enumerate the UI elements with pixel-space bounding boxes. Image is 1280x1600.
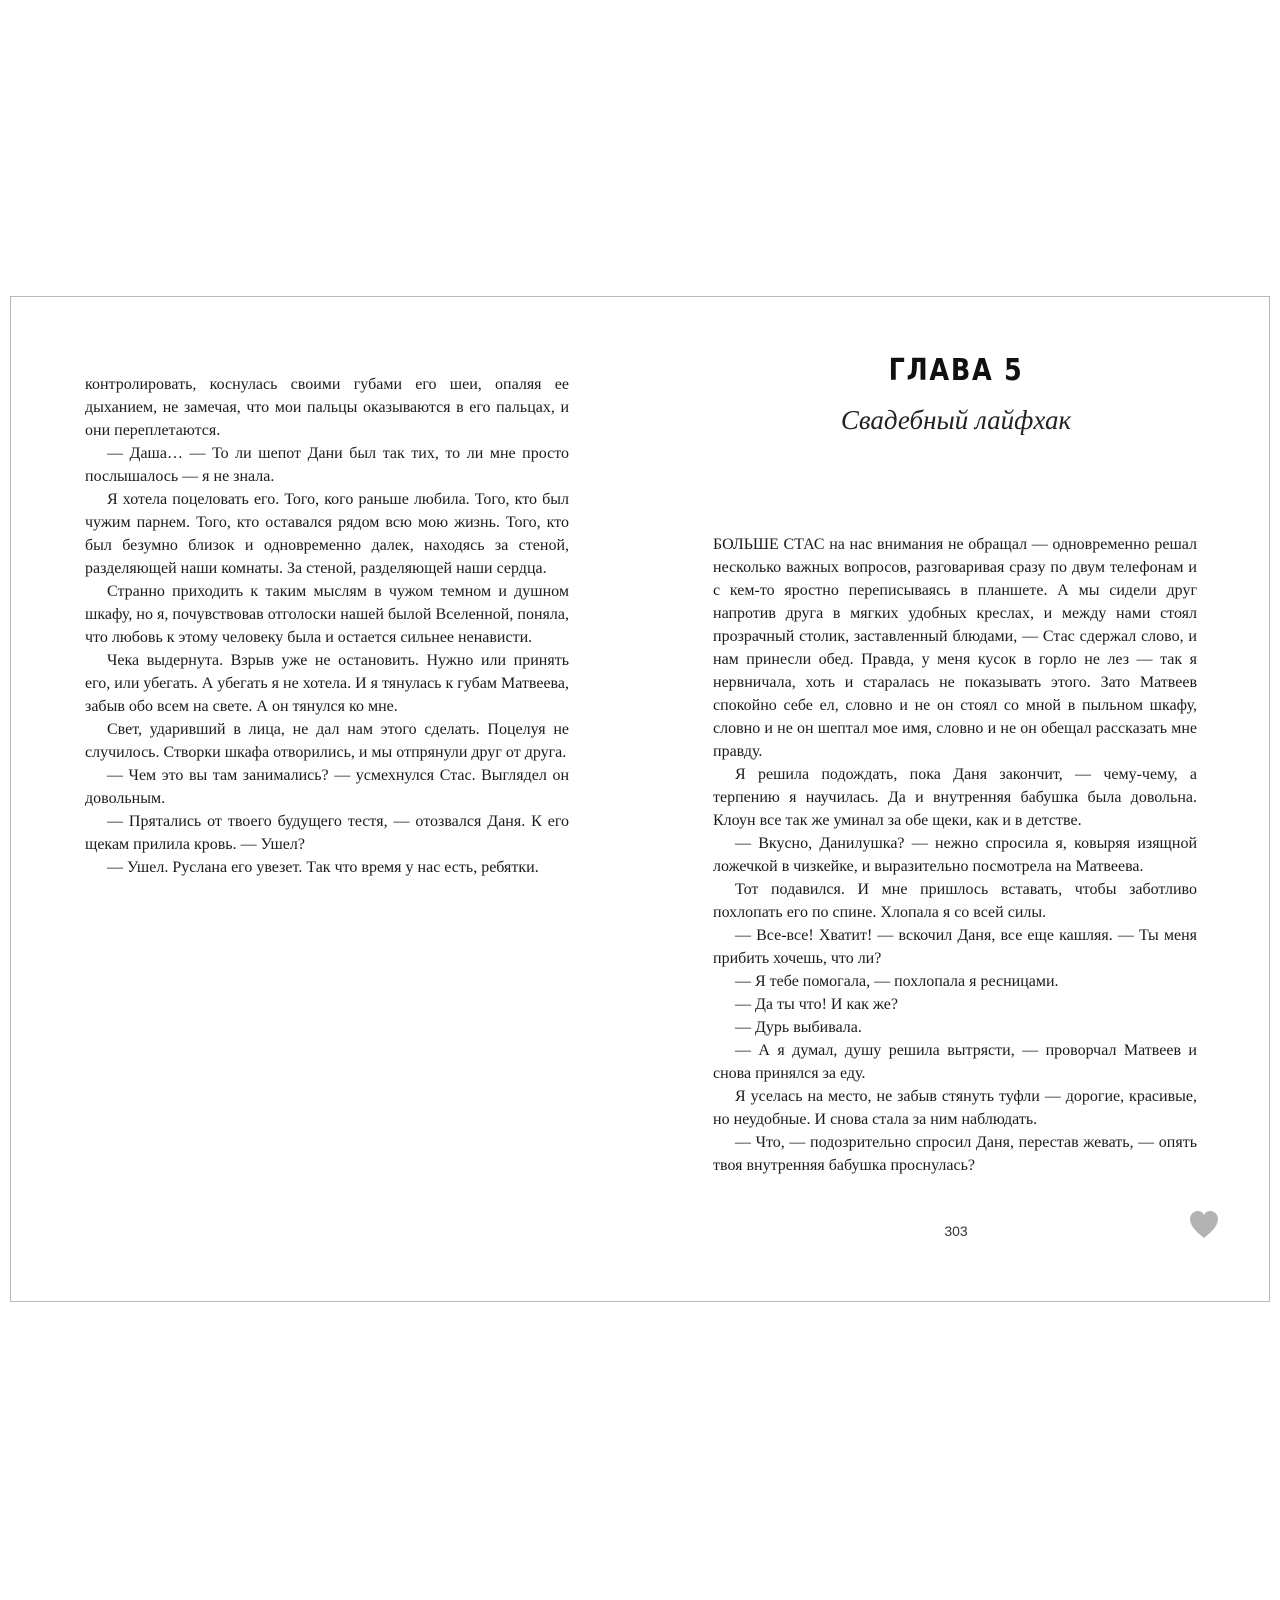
- paragraph: — Чем это вы там занимались? — усмехнулся Стас. Выглядел он довольным.: [85, 767, 569, 807]
- chapter-number: ГЛАВА 5: [888, 353, 1024, 388]
- paragraph: — А я думал, душу решила вытрясти, — проворчал Матвеев и снова принялся за еду.: [713, 1042, 1197, 1082]
- page-number: 303: [944, 1223, 968, 1239]
- paragraph: Свет, ударивший в лица, не дал нам этого сделать. Поцелуя не случилось. Створки шкафа отворились, и мы отпрянули друг от друга.: [85, 721, 569, 761]
- paragraph: — Дурь выбивала.: [735, 1019, 862, 1036]
- right-page-text: [713, 533, 1197, 1177]
- heart-icon: [1188, 1209, 1220, 1239]
- paragraph: Тот подавился. И мне пришлось вставать, чтобы заботливо похлопать его по спине. Хлопала я со всей силы.: [713, 881, 1197, 921]
- chapter-title: Свадебный лайфхак: [840, 405, 1072, 435]
- paragraph: — Даша… — То ли шепот Дани был так тих, то ли мне просто послышалось — я не знала.: [85, 445, 569, 485]
- right-page: [641, 297, 1271, 1301]
- book-spread: [10, 296, 1270, 1302]
- paragraph: Чека выдернута. Взрыв уже не остановить. Нужно или принять его, или убегать. А убегать я не хотела. И я тянулась к губам Матвеева, забыв обо всем на свете. А он тянулся ко мне.: [85, 652, 569, 715]
- left-page: [11, 297, 641, 1301]
- paragraph: — Что, — подозрительно спросил Даня, перестав жевать, — опять твоя внутренняя бабушка проснулась?: [713, 1134, 1197, 1174]
- paragraph: Странно приходить к таким мыслям в чужом темном и душном шкафу, но я, почувствовав отголоски нашей былой Вселенной, поняла, что любовь к этому человеку была и остается сильнее ненависти.: [85, 583, 569, 646]
- paragraph: контролировать, коснулась своими губами его шеи, опаляя ее дыханием, не замечая, что мои пальцы оказываются в его пальцах, и они переплетаются.: [85, 376, 569, 439]
- paragraph: Я решила подождать, пока Даня закончит, — чему-чему, а терпению я научилась. Да и внутренняя бабушка была довольна. Клоун все так же уминал за обе щеки, как и в детстве.: [713, 766, 1197, 829]
- paragraph: — Ушел. Руслана его увезет. Так что время у нас есть, ребятки.: [107, 859, 539, 876]
- paragraph: — Да ты что! И как же?: [735, 996, 898, 1013]
- paragraph: — Прятались от твоего будущего тестя, — отозвался Даня. К его щекам прилила кровь. — Ушел?: [85, 813, 569, 853]
- paragraph: — Все-все! Хватит! — вскочил Даня, все еще кашляя. — Ты меня прибить хочешь, что ли?: [713, 927, 1197, 967]
- paragraph: Я хотела поцеловать его. Того, кого раньше любила. Того, кто был чужим парнем. Того, кто оставался рядом всю мою жизнь. Того, кто был безумно близок и одновременно далек, находясь за стеной, разделяющей наши комнаты. За стеной, разделяющей наши сердца.: [85, 491, 569, 577]
- paragraph: БОЛЬШЕ СТАС на нас внимания не обращал — одновременно решал несколько важных вопросов, разговаривая сразу по двум телефонам и с кем-то яростно переписываясь в планшете. А мы сидели друг напротив друга в мягких удобных креслах, и между нами стоял прозрачный столик, заставленный блюдами, — Стас сдержал слово, и нам принесли обед. Правда, у меня кусок в горло не лез — так я нервничала, хоть и старалась не показывать этого. Зато Матвеев спокойно себе ел, словно и не он стоял со мной в пыльном шкафу, словно и не он шептал мое имя, словно и не он обещал рассказать мне правду.: [713, 536, 1197, 760]
- paragraph: — Я тебе помогала, — похлопала я ресницами.: [735, 973, 1059, 990]
- left-page-text: [85, 373, 569, 879]
- paragraph: Я уселась на место, не забыв стянуть туфли — дорогие, красивые, но неудобные. И снова стала за ним наблюдать.: [713, 1088, 1197, 1128]
- paragraph: — Вкусно, Данилушка? — нежно спросила я, ковыряя изящной ложечкой в чизкейке, и выразительно посмотрела на Матвеева.: [713, 835, 1197, 875]
